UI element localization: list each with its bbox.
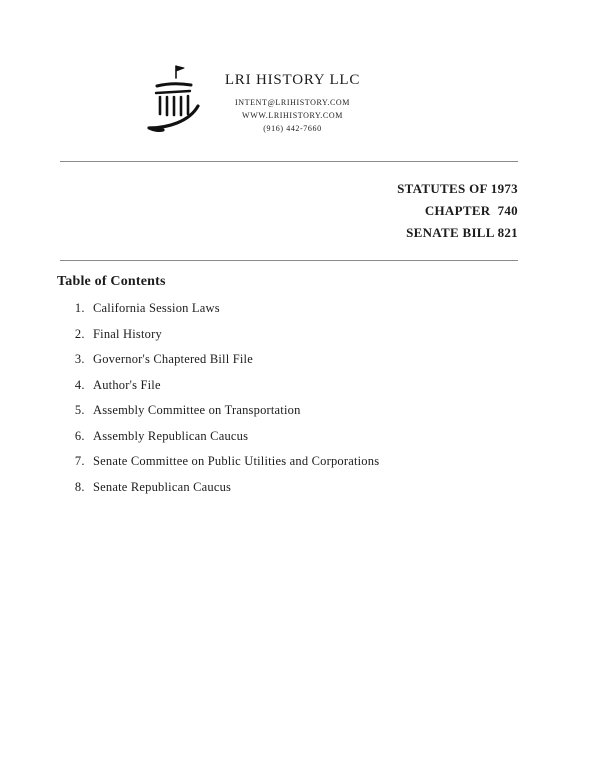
letterhead — [0, 60, 600, 150]
capitol-sketch-icon — [143, 62, 205, 144]
company-website: WWW.LRIHISTORY.COM — [242, 111, 343, 120]
statutes-line: STATUTES OF 1973 — [397, 181, 518, 196]
toc-item: 5. Assembly Committee on Transportation — [88, 404, 379, 417]
toc-item: 1. California Session Laws — [88, 302, 379, 315]
statute-reference-block — [397, 178, 518, 244]
divider-top — [60, 161, 518, 162]
toc-list — [57, 302, 379, 506]
toc-item: 6. Assembly Republican Caucus — [88, 430, 379, 443]
toc-item: 4. Author's File — [88, 379, 379, 392]
company-name: LRI HISTORY LLC — [224, 72, 361, 88]
toc-item: 8. Senate Republican Caucus — [88, 481, 379, 494]
senate-bill-line: SENATE BILL 821 — [406, 225, 518, 240]
company-phone: (916) 442-7660 — [263, 124, 322, 133]
company-email: INTENT@LRIHISTORY.COM — [234, 98, 350, 107]
toc-item: 3. Governor's Chaptered Bill File — [88, 353, 379, 366]
toc-item: 7. Senate Committee on Public Utilities and Corporations — [88, 455, 379, 468]
divider-middle — [60, 260, 518, 261]
toc-item: 2. Final History — [88, 328, 379, 341]
chapter-line: CHAPTER 740 — [424, 203, 518, 218]
company-block — [200, 72, 385, 135]
toc-title: Table of Contents — [57, 274, 166, 289]
